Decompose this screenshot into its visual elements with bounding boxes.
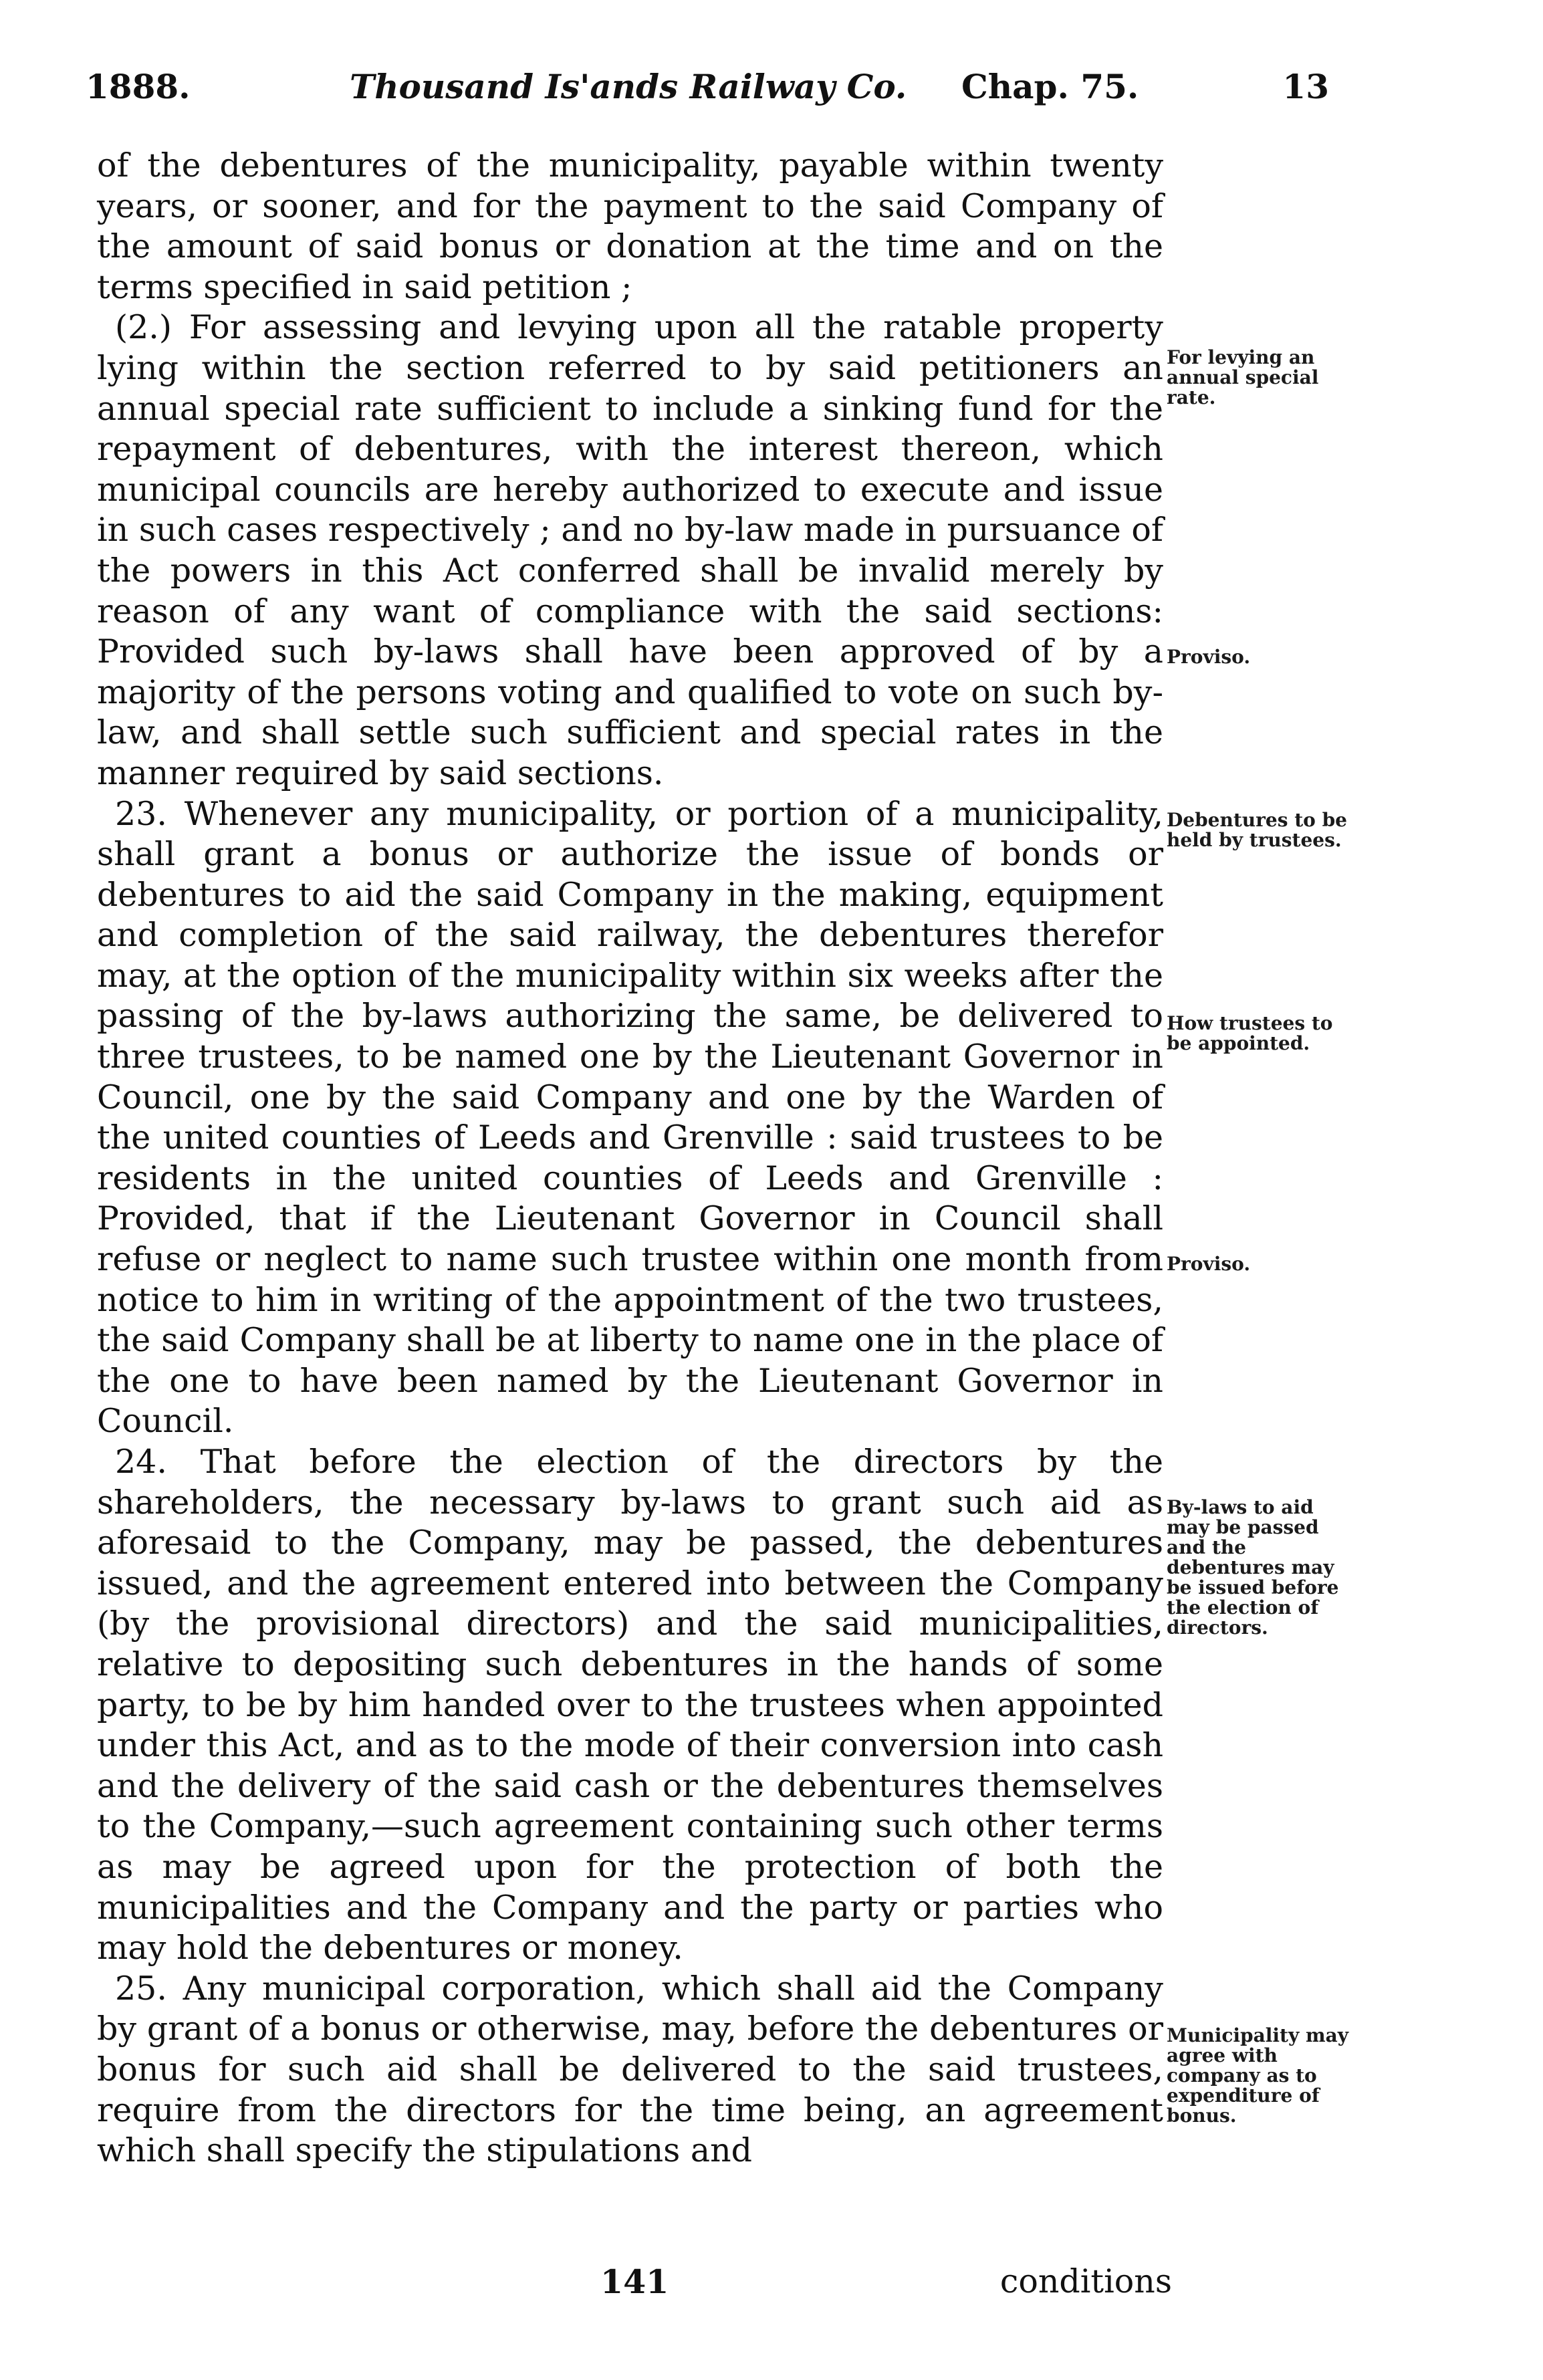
margin-note-debentures-trustees: Debentures to be held by trustees. bbox=[1167, 809, 1347, 851]
header-chapter: Chap. 75. bbox=[961, 67, 1139, 106]
paragraph-subsection-2: (2.) For assessing and levying upon all the ratable property lying within the section referred to by said petitioners an annual special rate sufficient to include a sinking fund for the repayment of debentures, with the interest thereon, which municipal councils are hereby authorized to execute and issue in such cases respectively ; and no by-law made in pursuance of the powers in this Act conferred shall be invalid merely by reason of any want of compliance with the said sections: Provided such by-laws shall have been approved of by a majority of the persons voting and qualified to vote on such by-law, and shall settle such sufficient and special rates in the manner required by said sections. bbox=[97, 308, 1163, 792]
header-page-number: 13 bbox=[1282, 67, 1329, 106]
header-title: Thousand Is'ands Railway Co. bbox=[350, 67, 907, 106]
margin-note-proviso-1: Proviso. bbox=[1167, 646, 1251, 668]
paragraph-section-24: 24. That before the election of the directors by the shareholders, the necessary by-laws to grant such aid as aforesaid to the Company, may be passed, the debentures issued, and the agreement entered into between the Company (by the provisional directors) and the said municipalities, relative to depositing such debentures in the hands of some party, to be by him handed over to the trustees when appointed under this Act, and as to the mode of their conversion into cash and the delivery of the said cash or the debentures themselves to the Company,—such agreement containing such other terms as may be agreed upon for the protection of both the municipalities and the Company and the party or parties who may hold the debentures or money. bbox=[97, 1443, 1163, 1968]
margin-note-municipality: Municipality may agree with company as to expenditure of bonus. bbox=[1167, 2024, 1349, 2127]
margin-note-levying: For levying an annual special rate. bbox=[1167, 346, 1319, 408]
margin-note-how-trustees: How trustees to be appointed. bbox=[1167, 1012, 1333, 1054]
catchword: conditions bbox=[999, 2262, 1172, 2300]
margin-note-proviso-2: Proviso. bbox=[1167, 1253, 1251, 1275]
body-text bbox=[97, 146, 1163, 2171]
paragraph-section-25: 25. Any municipal corporation, which shall aid the Company by grant of a bonus or otherwise, may, before the debentures or bonus for such aid shall be delivered to the said trustees, require from the directors for the time being, an agreement which shall specify the stipulations and bbox=[97, 1969, 1163, 2170]
running-header bbox=[86, 67, 1329, 120]
margin-note-by-laws: By-laws to aid may be passed and the debentures may be issued before the election of directors. bbox=[1167, 1496, 1339, 1639]
page-footer bbox=[86, 2262, 1172, 2302]
paragraph-section-23: 23. Whenever any municipality, or portion of a municipality, shall grant a bonus or authorize the issue of bonds or debentures to aid the said Company in the making, equipment and completion of the said railway, the debentures therefor may, at the option of the municipality within six weeks after the passing of the by-laws authorizing the same, be delivered to three trustees, to be named one by the Lieutenant Governor in Council, one by the said Company and one by the Warden of the united counties of Leeds and Grenville : said trustees to be residents in the united counties of Leeds and Grenville : Provided, that if the Lieutenant Governor in Council shall refuse or neglect to name such trustee within one month from notice to him in writing of the appointment of the two trustees, the said Company shall be at liberty to name one in the place of the one to have been named by the Lieutenant Governor in Council. bbox=[97, 794, 1163, 1441]
paragraph-continuation: of the debentures of the municipality, payable within twenty years, or sooner, and for the payment to the said Company of the amount of said bonus or donation at the time and on the terms specified in said petition ; bbox=[97, 146, 1163, 306]
signature-mark: 141 bbox=[600, 2262, 669, 2301]
header-year: 1888. bbox=[86, 67, 191, 106]
